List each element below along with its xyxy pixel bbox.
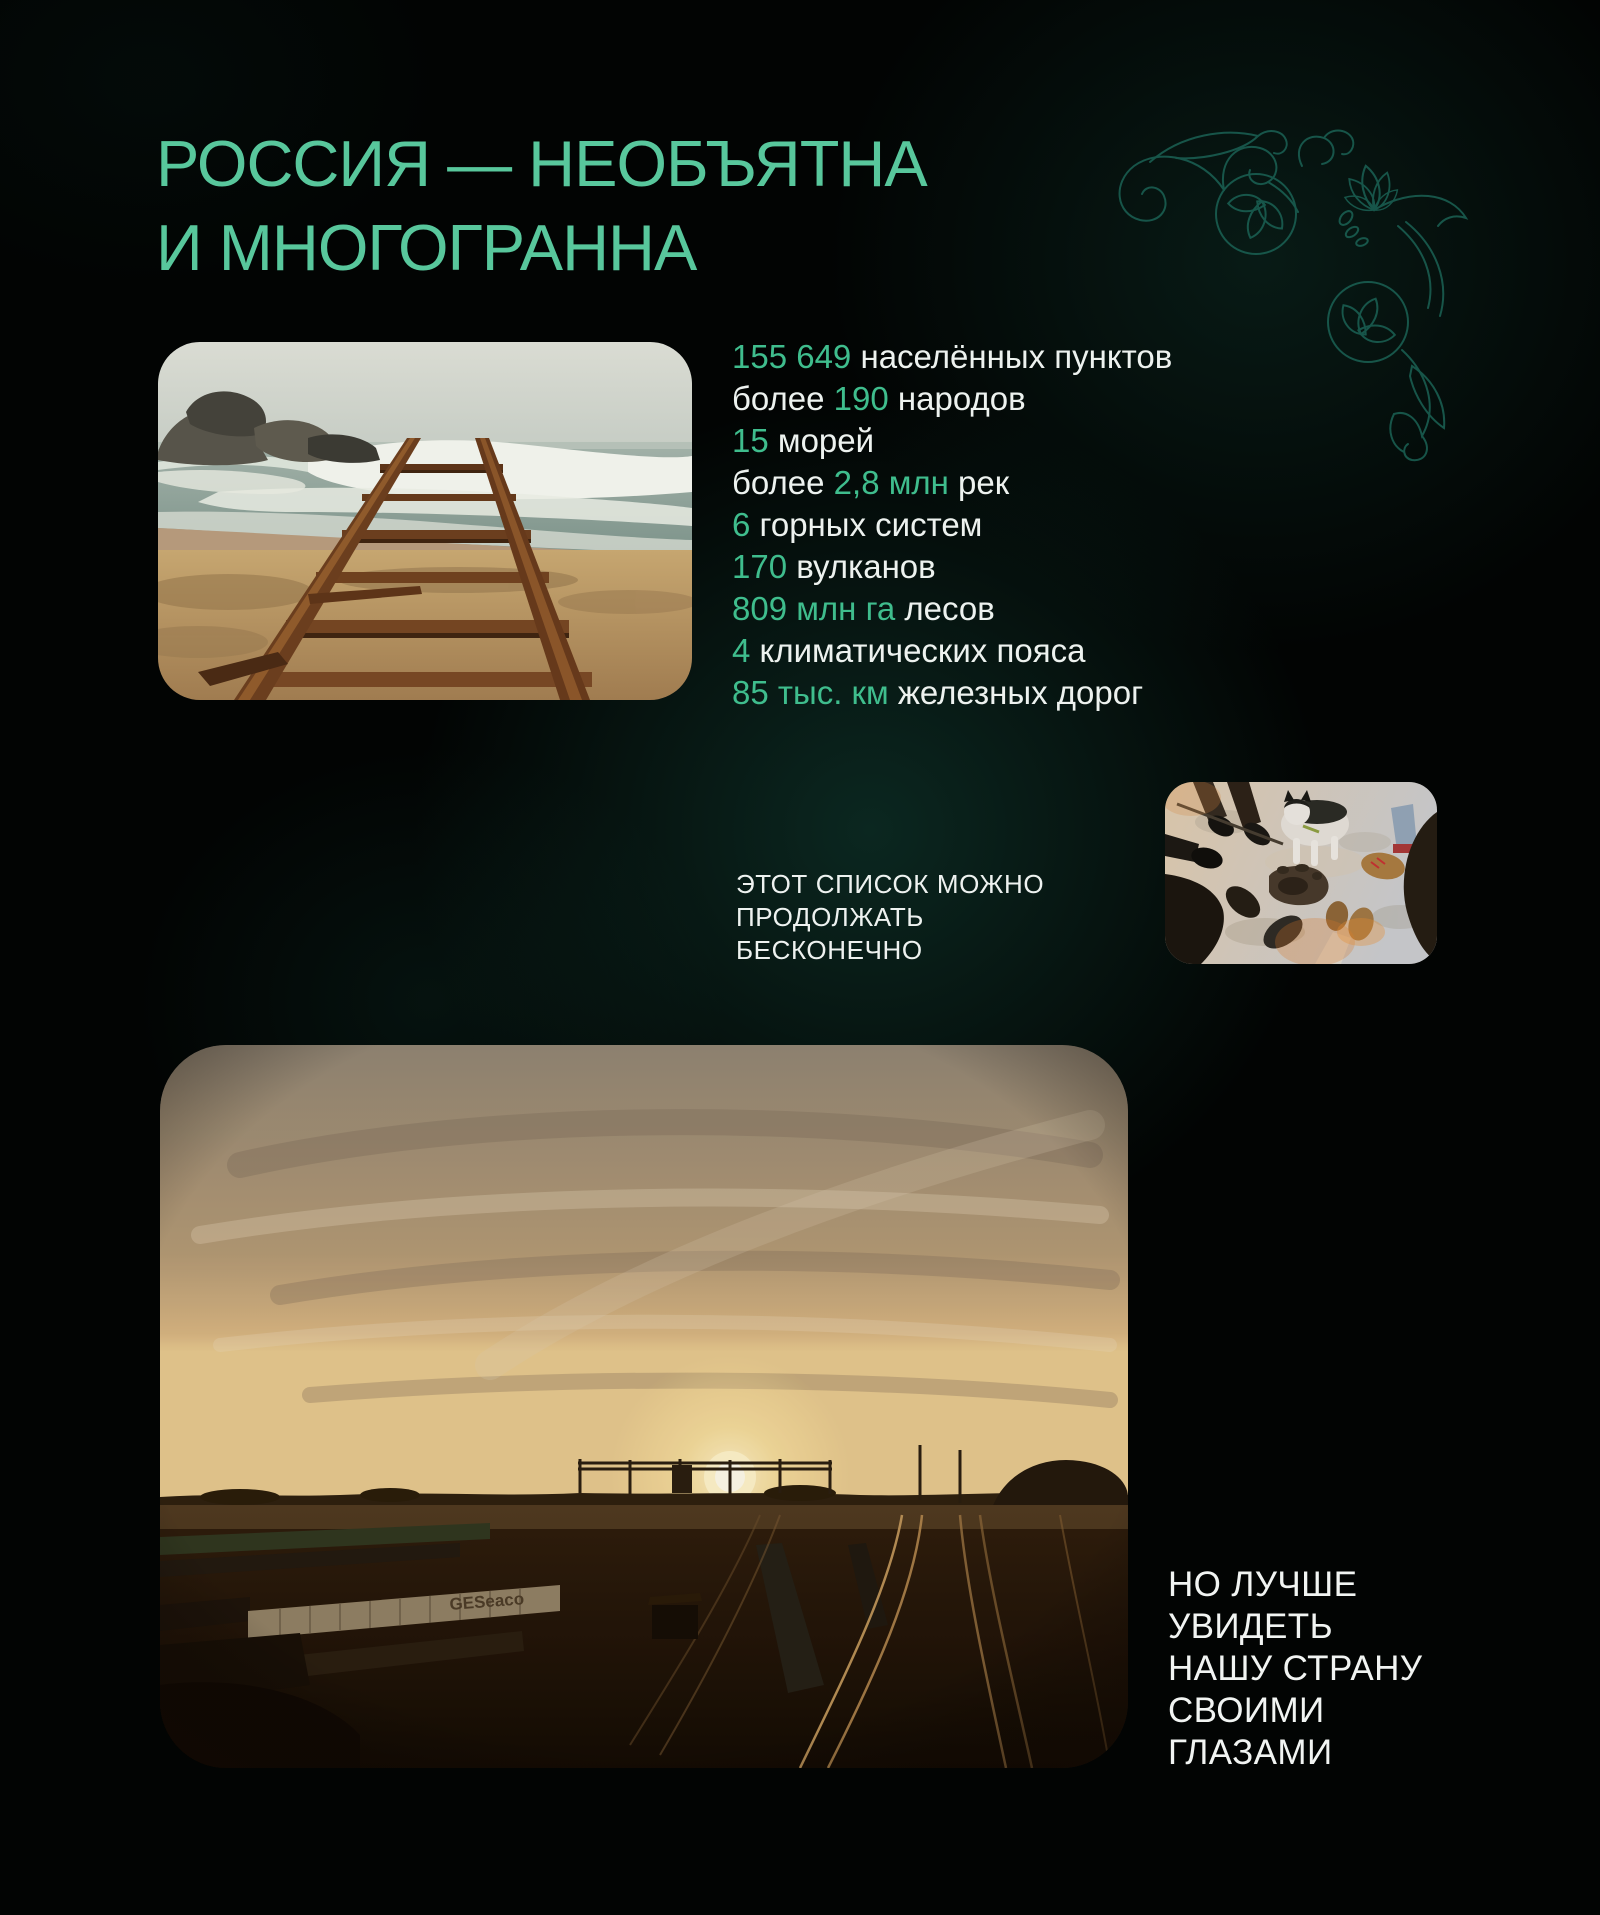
ornament-fan [1337,164,1402,247]
ornament-circle-flower-bottom [1328,282,1408,362]
stat-label: железных дорог [888,674,1144,711]
stat-label: морей [768,422,875,459]
page-title-line2: И МНОГОГРАННА [156,211,697,284]
stat-value: 15 [732,422,769,459]
stat-label: горных систем [750,506,983,543]
page-title [156,122,927,290]
vignette [160,1045,1128,1768]
beach-rail-photo [158,342,692,700]
ornament-right-swoosh [1374,196,1466,316]
sunset-railway-illustration [160,1045,1128,1768]
stat-value: 155 649 [732,338,852,375]
stat-label: рек [948,464,1010,501]
stat-value: 809 млн га [732,590,896,627]
stat-value: 170 [732,548,788,585]
stat-item [732,672,1172,714]
stat-label: климатических пояса [750,632,1086,669]
stat-label: населённых пунктов [851,338,1173,375]
ornament-circle-flower-top [1216,174,1296,254]
stat-value: 4 [732,632,751,669]
ornament-double-curl [1299,131,1353,167]
stat-label: лесов [895,590,995,627]
stat-item: более 2,8 млн рек [732,464,1010,501]
stat-label: народов [888,380,1026,417]
stat-item [732,504,1172,546]
page-title-line1: РОССИЯ — НЕОБЪЯТНА [156,127,927,200]
stat-value: 2,8 млн [833,464,949,501]
beach-rail-illustration [158,342,692,700]
stat-value: 190 [833,380,889,417]
endless-list-note: ЭТОТ СПИСОК МОЖНО ПРОДОЛЖАТЬ БЕСКОНЕЧНО [736,869,1045,965]
ice-circle-illustration [1165,782,1437,964]
stat-value: 85 тыс. км [732,674,889,711]
ice-circle-photo [1165,782,1437,964]
stat-value: 6 [732,506,751,543]
stat-item [732,336,1172,378]
stat-item [732,630,1172,672]
sunset-railway-photo [160,1045,1128,1768]
stat-item: более 190 народов [732,380,1026,417]
ornament-left-scroll [1120,131,1298,221]
stat-item [732,420,1172,462]
stat-item [732,588,1172,630]
stat-label: вулканов [787,548,936,585]
ornament-tail [1390,350,1444,460]
stat-item [732,546,1172,588]
closing-note: НО ЛУЧШЕ УВИДЕТЬ НАШУ СТРАНУ СВОИМИ ГЛАЗАМИ [1168,1565,1423,1772]
stats-list [732,336,1172,714]
